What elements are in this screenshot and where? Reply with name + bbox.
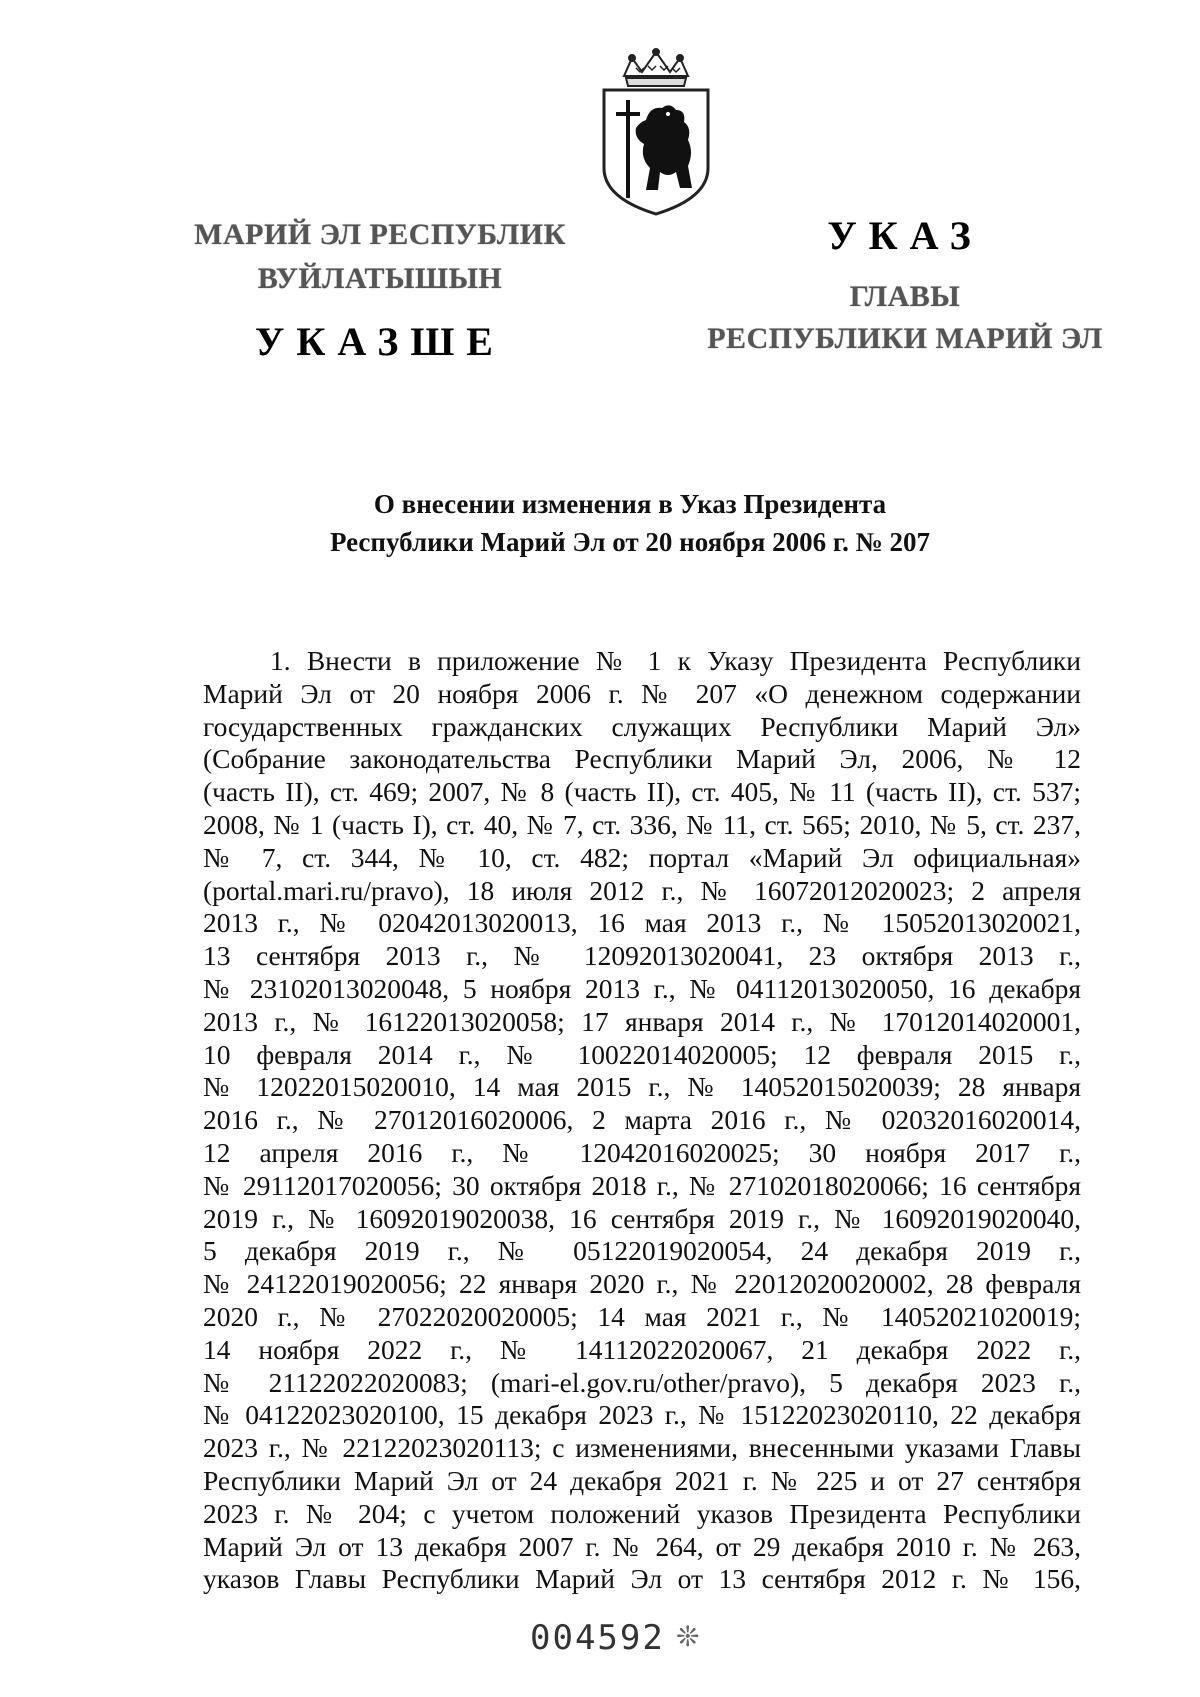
body-line: № 24122019020056; 22 января 2020 г., № 22012020020002, 28 февраля (203, 1268, 1081, 1300)
body-line: 2013 г., № 02042013020013, 16 мая 2013 г., № 15052013020021, (203, 907, 1081, 939)
body-line: Марий Эл от 20 ноября 2006 г. № 207 «О денежном содержании (203, 677, 1081, 709)
header-russian-head-line: ГЛАВЫ (849, 280, 961, 313)
body-line: (Собрание законодательства Республики Марий Эл, 2006, № 12 (203, 743, 1081, 775)
header-russian-decree-word: УКАЗ (827, 213, 983, 258)
body-line: 12 апреля 2016 г., № 12042016020025; 30 ноября 2017 г., (203, 1136, 1081, 1168)
body-line: (часть II), ст. 469; 2007, № 8 (часть II), ст. 405, № 11 (часть II), ст. 537; (203, 776, 1081, 808)
body-line: указов Главы Республики Марий Эл от 13 сентября 2012 г. № 156, (203, 1563, 1081, 1595)
body-line: 5 декабря 2019 г., № 05122019020054, 24 декабря 2019 г., (203, 1235, 1081, 1267)
body-line: государственных гражданских служащих Республики Марий Эл» (203, 710, 1081, 742)
body-line: № 04122023020100, 15 декабря 2023 г., № 15122023020110, 22 декабря (203, 1399, 1081, 1431)
body-line: 2013 г., № 16122013020058; 17 января 2014 г., № 17012014020001, (203, 1005, 1081, 1037)
body-line: 10 февраля 2014 г., № 10022014020005; 12 февраля 2015 г., (203, 1038, 1081, 1070)
body-line: Республики Марий Эл от 24 декабря 2021 г. № 225 и от 27 сентября (203, 1464, 1081, 1496)
body-line: 14 ноября 2022 г., № 14112022020067, 21 декабря 2022 г., (203, 1333, 1081, 1365)
body-line: 2020 г., № 27022020020005; 14 мая 2021 г., № 14052021020019; (203, 1300, 1081, 1332)
header-mari-republic-line: МАРИЙ ЭЛ РЕСПУБЛИК (194, 218, 566, 251)
body-line: 2008, № 1 (часть I), ст. 40, № 7, ст. 336, № 11, ст. 565; 2010, № 5, ст. 237, (203, 808, 1081, 840)
body-line: 13 сентября 2013 г., № 12092013020041, 23 октября 2013 г., (203, 940, 1081, 972)
body-line: № 7, ст. 344, № 10, ст. 482; портал «Марий Эл официальная» (203, 841, 1081, 873)
document-title-line-2: Республики Марий Эл от 20 ноября 2006 г. № 207 (329, 527, 931, 557)
body-line: Марий Эл от 13 декабря 2007 г. № 264, от 29 декабря 2010 г. № 263, (203, 1530, 1081, 1562)
body-line: № 23102013020048, 5 ноября 2013 г., № 04112013020050, 16 декабря (203, 972, 1081, 1004)
coat-of-arms-emblem (596, 48, 716, 216)
header-mari-head-line: ВУЙЛАТЫШЫН (257, 262, 503, 295)
document-title (200, 485, 1060, 561)
document-title-line-1: О внесении изменения в Указ Президента (373, 489, 887, 519)
body-line: № 29112017020056; 30 октября 2018 г., № 27102018020066; 16 сентября (203, 1169, 1081, 1201)
body-line: 2016 г., № 27012016020006, 2 марта 2016 г., № 02032016020014, (203, 1104, 1081, 1136)
header-mari-decree-word: УКАЗШЕ (255, 319, 505, 364)
body-line: 1. Внести в приложение № 1 к Указу Президента Республики (270, 645, 1081, 676)
registration-mark-icon: ❊ (676, 1622, 700, 1653)
body-line: № 12022015020010, 14 мая 2015 г., № 14052015020039; 28 января (203, 1071, 1081, 1103)
body-line: 2023 г., № 22122023020113; с изменениями, внесенными указами Главы (203, 1432, 1081, 1464)
body-line: 2023 г. № 204; с учетом положений указов Президента Республики (203, 1497, 1081, 1529)
body-line: (portal.mari.ru/pravo), 18 июля 2012 г., № 16072012020023; 2 апреля (203, 874, 1081, 906)
header-russian-republic-line: РЕСПУБЛИКИ МАРИЙ ЭЛ (707, 322, 1103, 355)
body-line: 2019 г., № 16092019020038, 16 сентября 2019 г., № 16092019020040, (203, 1202, 1081, 1234)
body-line: № 21122022020083; (mari-el.gov.ru/other/pravo), 5 декабря 2023 г., (203, 1366, 1081, 1398)
document-body (203, 645, 1081, 1596)
registration-number: 004592 (530, 1618, 665, 1658)
